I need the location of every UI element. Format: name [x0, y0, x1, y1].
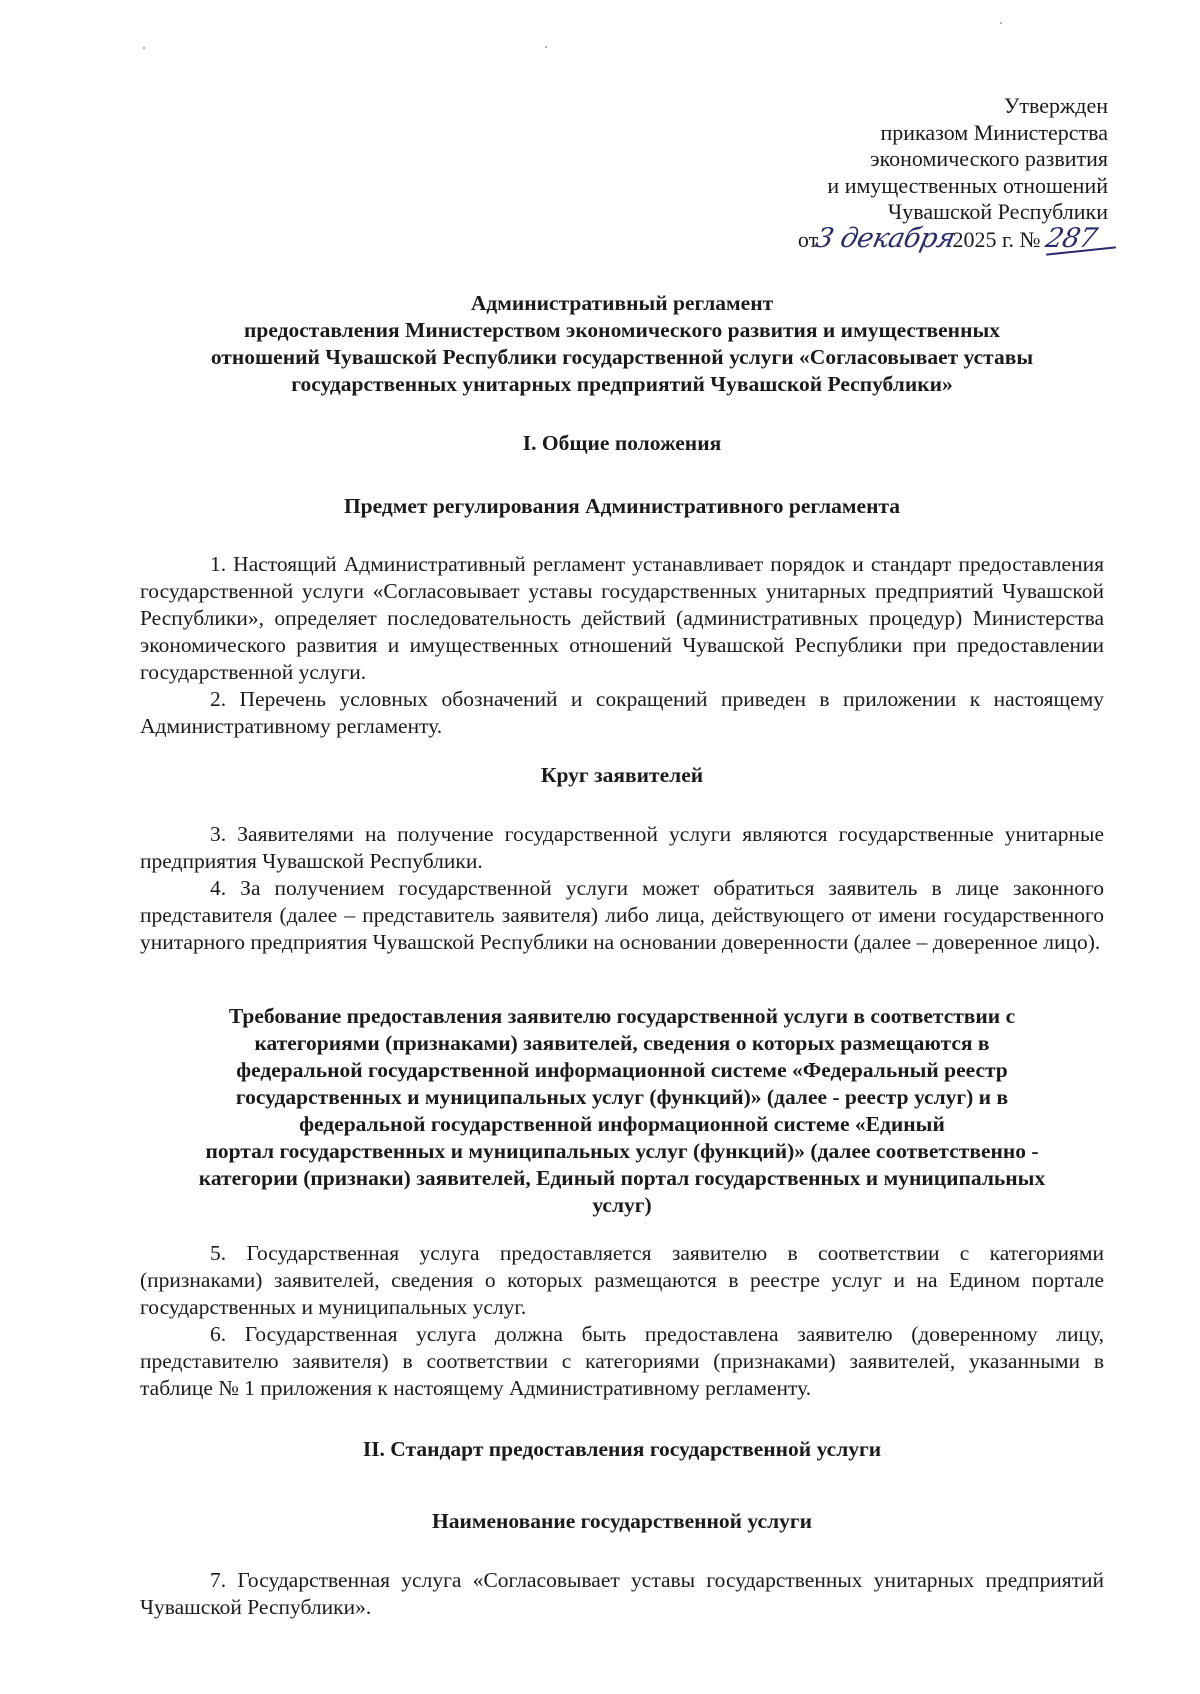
scan-dot — [545, 46, 547, 48]
heading-line: федеральной государственной информационной системе «Единый — [299, 1112, 945, 1136]
title-line: отношений Чувашской Республики государственной услуги «Согласовывает уставы — [210, 345, 1034, 369]
subsection-heading: Наименование государственной услуги — [431, 1509, 813, 1533]
heading-line: государственных и муниципальных услуг (функций)» (далее - реестр услуг) и в — [235, 1085, 1009, 1109]
document-title — [120, 290, 1124, 398]
paragraph: 1. Настоящий Административный регламент устанавливает порядок и стандарт предоставления государственной услуги «Согласовывает уставы государственных унитарных предприятий Чувашской Республики», определяет последовательность действий (административных процедур) Министерства экономического развития и имущественных отношений Чувашской Республики при предоставлении государственной услуги. — [140, 552, 1104, 684]
handwritten-date: 3 декабря — [813, 222, 958, 254]
title-line: Административный регламент — [470, 291, 774, 315]
heading-line: категории (признаки) заявителей, Единый портал государственных и муниципальных — [198, 1166, 1046, 1190]
handwritten-number: 287 — [1042, 222, 1100, 254]
scan-dot — [143, 47, 145, 49]
paragraph-block — [140, 821, 1104, 956]
section-heading: II. Стандарт предоставления государственной услуги — [362, 1437, 882, 1461]
paragraph: 3. Заявителями на получение государственной услуги являются государственные унитарные предприятия Чувашской Республики. — [140, 822, 1104, 873]
paragraph: 7. Государственная услуга «Согласовывает уставы государственных унитарных предприятий Чувашской Республики». — [140, 1568, 1104, 1619]
subsection-heading: Круг заявителей — [540, 763, 704, 787]
subsection-heading — [120, 1003, 1124, 1219]
section-heading: I. Общие положения — [522, 431, 722, 455]
paragraph-block — [140, 551, 1104, 740]
subsection-heading: Предмет регулирования Административного регламента — [343, 494, 901, 518]
approval-stamp — [798, 93, 1108, 253]
year-text: 2025 г. № — [952, 226, 1041, 252]
paragraph: 2. Перечень условных обозначений и сокращений приведен в приложении к настоящему Административному регламенту. — [140, 687, 1104, 738]
approval-line: и имущественных отношений — [827, 172, 1108, 198]
approval-date-line — [797, 222, 1108, 254]
paragraph: 6. Государственная услуга должна быть предоставлена заявителю (доверенному лицу, представителю заявителя) в соответствии с категориями (признаками) заявителей, указанными в таблице № 1 приложения к настоящему Административному регламенту. — [140, 1322, 1104, 1400]
title-line: предоставления Министерством экономического развития и имущественных — [243, 318, 1000, 342]
heading-line: портал государственных и муниципальных услуг (функций)» (далее соответственно - — [205, 1139, 1039, 1163]
paragraph-block — [140, 1567, 1104, 1621]
paragraph: 4. За получением государственной услуги может обратиться заявитель в лице законного представителя (далее – представитель заявителя) либо лица, действующего от имени государственного унитарного предприятия Чувашской Республики на основании доверенности (далее – доверенное лицо). — [140, 876, 1104, 954]
scan-dot — [1000, 22, 1002, 24]
heading-line: Требование предоставления заявителю государственной услуги в соответствии с — [228, 1004, 1016, 1028]
title-line: государственных унитарных предприятий Чувашской Республики» — [291, 372, 953, 396]
approval-line: Чувашской Республики — [887, 199, 1108, 224]
approval-line: Утвержден — [1003, 93, 1108, 118]
heading-line: услуг) — [592, 1193, 652, 1217]
paragraph: 5. Государственная услуга предоставляется заявителю в соответствии с категориями (признаками) заявителей, сведения о которых размещаются в реестре услуг и на Едином портале государственных и муниципальных услуг. — [140, 1241, 1104, 1319]
heading-line: федеральной государственной информационной системе «Федеральный реестр — [236, 1058, 1008, 1082]
heading-line: категориями (признаками) заявителей, сведения о которых размещаются в — [254, 1031, 990, 1055]
approval-line: экономического развития — [870, 146, 1108, 171]
handwritten-number-wrap — [1042, 222, 1108, 254]
approval-line: приказом Министерства — [880, 119, 1108, 145]
paragraph-block — [140, 1240, 1104, 1402]
date-prefix: от — [797, 226, 819, 252]
